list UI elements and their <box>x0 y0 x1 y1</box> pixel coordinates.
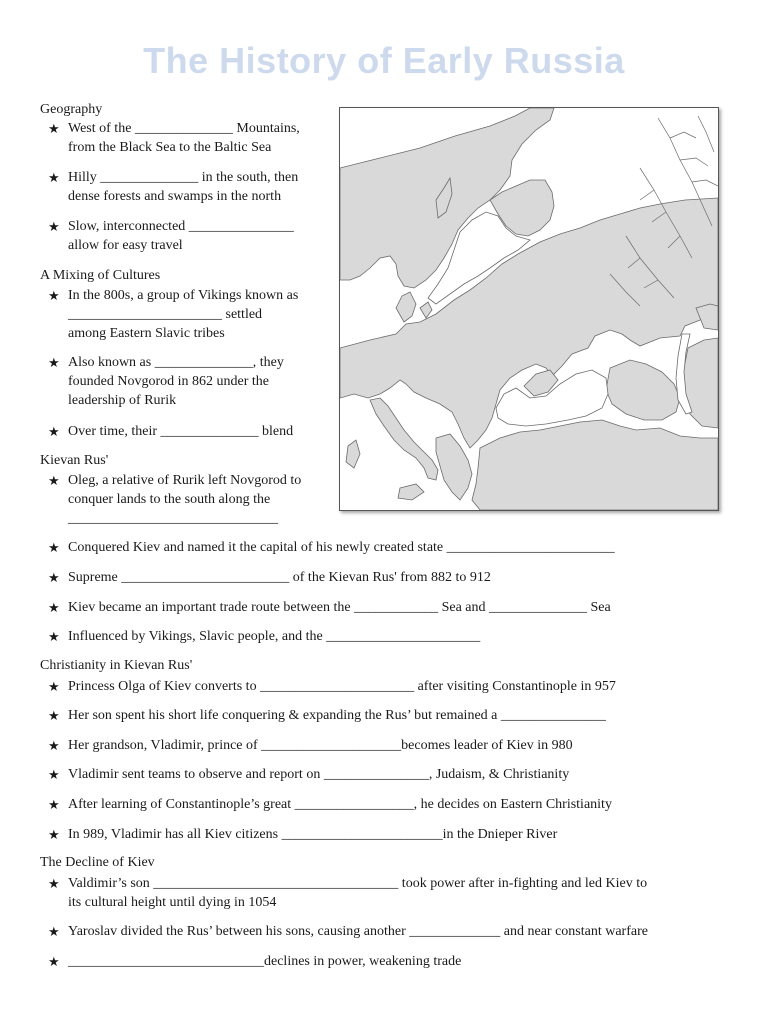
arctic-island-land <box>696 304 718 330</box>
star-icon: ★ <box>48 170 60 185</box>
section-heading-kievan-rus: Kievan Rus' <box>40 453 109 468</box>
star-icon: ★ <box>48 797 60 812</box>
sardinia-land <box>346 440 360 468</box>
section-heading-christianity: Christianity in Kievan Rus' <box>40 658 193 673</box>
section-heading-geography: Geography <box>40 102 103 117</box>
star-icon: ★ <box>48 600 60 615</box>
star-icon: ★ <box>48 473 60 488</box>
section-heading-decline: The Decline of Kiev <box>40 855 155 870</box>
star-icon: ★ <box>48 924 60 939</box>
denmark-land <box>396 292 416 322</box>
star-icon: ★ <box>48 827 60 842</box>
star-icon: ★ <box>48 954 60 969</box>
star-icon: ★ <box>48 424 60 439</box>
star-icon: ★ <box>48 570 60 585</box>
island-land <box>420 302 432 318</box>
star-icon: ★ <box>48 219 60 234</box>
star-icon: ★ <box>48 767 60 782</box>
star-icon: ★ <box>48 288 60 303</box>
star-icon: ★ <box>48 355 60 370</box>
sicily-land <box>398 484 424 500</box>
europe-outline-map <box>339 107 719 511</box>
star-icon: ★ <box>48 876 60 891</box>
italy-land <box>370 398 438 480</box>
map-svg <box>340 108 718 510</box>
anatolia-land <box>472 420 718 510</box>
page-title: The History of Early Russia <box>143 40 625 81</box>
east-caspian-land <box>682 338 718 428</box>
section-heading-cultures: A Mixing of Cultures <box>40 268 161 283</box>
star-icon: ★ <box>48 708 60 723</box>
star-icon: ★ <box>48 738 60 753</box>
star-icon: ★ <box>48 540 60 555</box>
star-icon: ★ <box>48 121 60 136</box>
star-icon: ★ <box>48 679 60 694</box>
star-icon: ★ <box>48 629 60 644</box>
greece-land <box>436 434 472 500</box>
caucasus-land <box>606 360 680 420</box>
